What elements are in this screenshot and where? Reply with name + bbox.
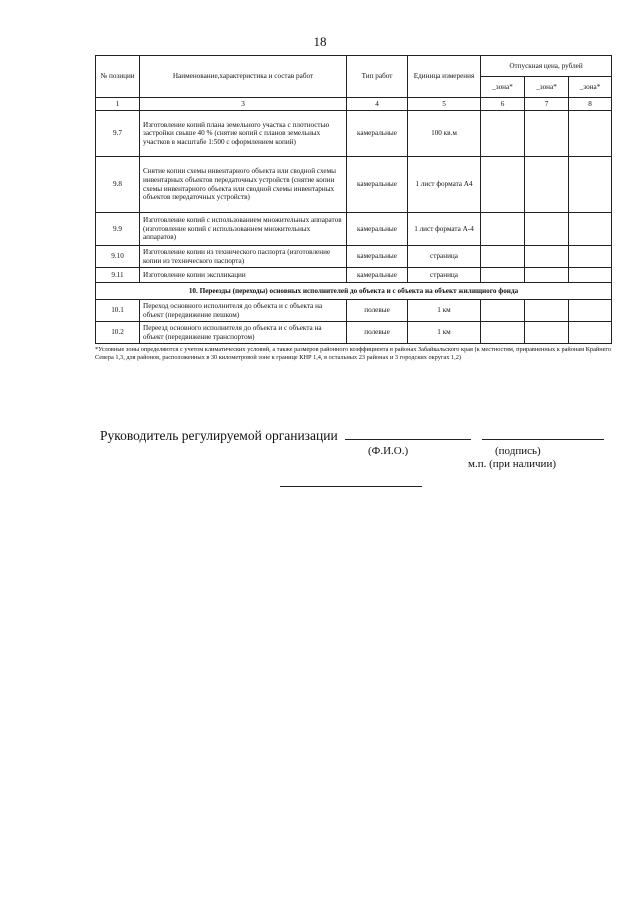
price-cell	[525, 213, 569, 246]
row-unit: 1 км	[408, 322, 481, 344]
price-cell	[481, 322, 525, 344]
table-row	[96, 246, 612, 268]
table-row	[96, 300, 612, 322]
price-cell	[569, 268, 612, 283]
row-unit: страница	[408, 268, 481, 283]
row-type: полевые	[347, 300, 408, 322]
row-name: Изготовление копии экспликации	[140, 268, 347, 283]
row-name: Изготовление копии из технического паспорта (изготовление копии из технического паспорта)	[140, 246, 347, 268]
header-zone: _зона*	[481, 77, 525, 98]
table-row	[96, 213, 612, 246]
column-number-row	[96, 98, 612, 111]
stamp-label: м.п. (при наличии)	[468, 458, 556, 470]
row-type: полевые	[347, 322, 408, 344]
section-row	[96, 283, 612, 300]
price-cell	[525, 268, 569, 283]
header-type: Тип работ	[347, 56, 408, 98]
row-type: камеральные	[347, 268, 408, 283]
price-cell	[525, 300, 569, 322]
row-name: Изготовление копий плана земельного участка с плотностью застройки свыше 40 % (снятие копий с планов земельных участков в масштабе 1:500 с оформлением копий)	[140, 111, 347, 157]
price-cell	[481, 268, 525, 283]
sign-label: (подпись)	[495, 445, 541, 457]
fio-label: (Ф.И.О.)	[368, 445, 409, 457]
row-position: 9.11	[96, 268, 140, 283]
price-cell	[481, 213, 525, 246]
price-cell	[569, 111, 612, 157]
price-cell	[569, 300, 612, 322]
header-name: Наименование,характеристика и состав работ	[140, 56, 347, 98]
price-cell	[525, 246, 569, 268]
row-unit: страница	[408, 246, 481, 268]
table-row	[96, 111, 612, 157]
row-type: камеральные	[347, 213, 408, 246]
row-unit: 100 кв.м	[408, 111, 481, 157]
price-table	[95, 55, 612, 344]
row-position: 10.2	[96, 322, 140, 344]
header-unit: Единица измерения	[408, 56, 481, 98]
sign-blank	[482, 428, 604, 440]
row-position: 10.1	[96, 300, 140, 322]
price-cell	[569, 157, 612, 213]
row-position: 9.10	[96, 246, 140, 268]
page-number: 18	[313, 34, 327, 49]
row-unit: 1 км	[408, 300, 481, 322]
column-number: 8	[569, 98, 612, 111]
price-cell	[481, 157, 525, 213]
price-cell	[481, 300, 525, 322]
header-position: № позиции	[96, 56, 140, 98]
signature-title: Руководитель регулируемой организации	[100, 428, 338, 443]
price-cell	[481, 111, 525, 157]
footnote: *Условные зоны определяются с учетом климатических условий, а также размеров районного коэффициента в районах Забайкальского края (к местностям, приравненных к районам Крайнего Севера 1,3, для районов, расположенных в 30 километровой зоне к границе КНР 1,4, в остальных 23 районах и 3 городских округах 1,2)	[95, 346, 611, 361]
row-position: 9.7	[96, 111, 140, 157]
column-number: 7	[525, 98, 569, 111]
price-cell	[569, 213, 612, 246]
header-price: Отпускная цена, рублей	[481, 56, 612, 77]
section-title: 10. Переезды (переходы) основных исполнителей до объекта и с объекта на объект жилищного фонда	[96, 283, 612, 300]
table-header-row	[96, 56, 612, 77]
price-cell	[525, 111, 569, 157]
signature-line	[100, 428, 604, 444]
table-row	[96, 268, 612, 283]
row-unit: 1 лист формата А-4	[408, 213, 481, 246]
row-position: 9.9	[96, 213, 140, 246]
price-cell	[525, 322, 569, 344]
price-cell	[525, 157, 569, 213]
price-cell	[569, 322, 612, 344]
row-name: Переход основного исполнителя до объекта и с объекта на объект (передвижение пешком)	[140, 300, 347, 322]
column-number: 4	[347, 98, 408, 111]
bottom-blank-line	[280, 486, 422, 487]
fio-blank	[345, 428, 471, 440]
row-type: камеральные	[347, 111, 408, 157]
table-row	[96, 157, 612, 213]
row-position: 9.8	[96, 157, 140, 213]
table-row	[96, 322, 612, 344]
header-zone: _зона*	[525, 77, 569, 98]
column-number: 3	[140, 98, 347, 111]
row-unit: 1 лист формата А4	[408, 157, 481, 213]
column-number: 1	[96, 98, 140, 111]
row-name: Изготовление копий с использованием множительных аппаратов (изготовление копий с использованием множительных аппаратов)	[140, 213, 347, 246]
price-cell	[569, 246, 612, 268]
column-number: 5	[408, 98, 481, 111]
price-cell	[481, 246, 525, 268]
row-type: камеральные	[347, 157, 408, 213]
row-type: камеральные	[347, 246, 408, 268]
row-name: Переезд основного исполнителя до объекта и с объекта на объект (передвижение транспортом)	[140, 322, 347, 344]
row-name: Снятие копии схемы инвентарного объекта или сводной схемы инвентарных объектов передаточных устройств (снятие копии схемы инвентарного объекта или сводной схемы инвентарных объектов передаточных устройств)	[140, 157, 347, 213]
header-zone: _зона*	[569, 77, 612, 98]
column-number: 6	[481, 98, 525, 111]
